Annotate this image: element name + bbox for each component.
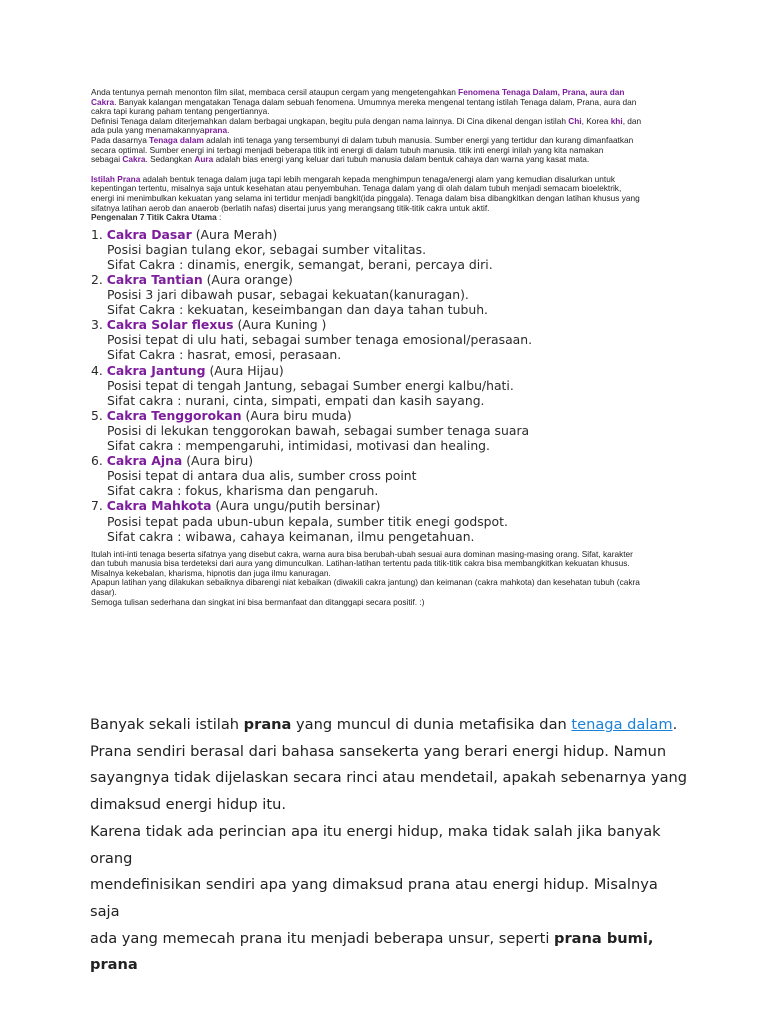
bold-term: prana [243, 716, 292, 733]
highlighted-term: Fenomena Tenaga Dalam, Prana, aura dan [458, 87, 625, 97]
cakra-sifat: Sifat cakra : mempengaruhi, intimidasi, motivasi dan healing. [107, 438, 490, 454]
cakra-number: 5. [91, 407, 103, 423]
closing-block [91, 550, 681, 608]
text-run: Pada dasarnya [91, 134, 150, 145]
cakra-aura: (Aura biru muda) [241, 407, 352, 423]
text-run: sebagai [91, 154, 123, 165]
text-run: Misalnya kekebalan, kharisma, hipnotis dan juga ilmu kanuragan. [91, 567, 331, 578]
cakra-number: 1. [91, 226, 103, 242]
text-run: . Sedangkan [145, 154, 195, 165]
cakra-title-line [91, 363, 681, 378]
cakra-sifat: Sifat Cakra : hasrat, emosi, perasaan. [107, 347, 342, 363]
text-run: dasar). [91, 587, 117, 598]
text-run: Banyak sekali istilah [90, 716, 244, 733]
intro-paragraph [91, 117, 681, 136]
highlighted-term: Cakra [122, 154, 146, 165]
cakra-posisi: Posisi tepat di ulu hati, sebagai sumber tenaga emosional/perasaan. [107, 332, 533, 348]
cakra-sifat: Sifat cakra : nurani, cinta, simpati, empati dan kasih sayang. [107, 392, 485, 408]
text-run: . [672, 716, 678, 733]
article-paragraph [90, 819, 690, 979]
highlighted-term: Cakra [91, 96, 115, 107]
text-run: dan tubuh manusia bisa terdeteksi dari aura yang dimunculkan. Latihan-latihan tertentu pada titik-titik cakra bisa membangkitkan kekuatan khusus. [91, 558, 630, 569]
cakra-posisi: Posisi tepat di antara dua alis, sumber cross point [107, 468, 417, 484]
cakra-sifat: Sifat Cakra : kekuatan, keseimbangan dan daya tahan tubuh. [107, 302, 488, 318]
cakra-subheading [91, 213, 681, 223]
cakra-aura: (Aura biru) [182, 453, 254, 469]
cakra-item [91, 317, 681, 362]
text-run: Anda tentunya pernah menonton film silat, membaca cersil ataupun cergam yang mengetengahkan [91, 87, 459, 97]
cakra-aura: (Aura Hijau) [205, 362, 284, 378]
article-paragraph [90, 712, 690, 819]
cakra-name: Cakra Dasar [106, 226, 192, 242]
intro-block [91, 88, 681, 213]
highlighted-term: Aura [194, 154, 214, 165]
cakra-item [91, 272, 681, 317]
cakra-item [91, 227, 681, 272]
text-run: sifatnya latihan aerob dan anaerob (berlatih nafas) disertai jurus yang merangsang titik-titik cakra untuk aktif. [91, 202, 490, 213]
text-run: adalah bentuk tenaga dalam juga tapi lebih mengarah kepada menghimpun tenaga/energi alam yang kemudian disalurkan untuk [140, 173, 615, 184]
highlighted-term: Istilah Prana [91, 173, 141, 184]
cakra-title-line [91, 272, 681, 287]
highlighted-term: prana [204, 125, 228, 136]
closing-paragraph [91, 598, 681, 608]
text-run: sayangnya tidak dijelaskan secara rinci atau mendetail, apakah sebenarnya yang [90, 769, 688, 787]
cakra-posisi: Posisi 3 jari dibawah pusar, sebagai kekuatan(kanuragan). [107, 287, 469, 303]
cakra-sifat: Sifat cakra : wibawa, cahaya keimanan, ilmu pengetahuan. [107, 528, 475, 544]
cakra-name: Cakra Ajna [106, 453, 183, 469]
intro-paragraph [91, 136, 681, 165]
cakra-posisi: Posisi bagian tulang ekor, sebagai sumber vitalitas. [107, 241, 427, 257]
cakra-name: Cakra Tenggorokan [106, 407, 242, 423]
text-run: ada pula yang menamakannya [91, 125, 205, 136]
cakra-name: Cakra Solar flexus [106, 317, 234, 333]
cakra-item [91, 453, 681, 498]
text-run: adalah bias energi yang keluar dari tubuh manusia dalam bentuk cahaya dan warna yang kasat mata. [213, 154, 590, 165]
text-run: adalah inti tenaga yang tersembunyi di dalam tubuh manusia. Sumber energi yang tertidur dan kurang dimanfaatkan [203, 134, 634, 145]
cakra-posisi: Posisi di lekukan tenggorokan bawah, sebagai sumber tenaga suara [107, 422, 530, 438]
cakra-title-line [91, 498, 681, 513]
text-run: mendefinisikan sendiri apa yang dimaksud prana atau energi hidup. Misalnya saja [90, 876, 658, 920]
text-run: ada yang memecah prana itu menjadi beberapa unsur, seperti [90, 929, 555, 947]
intro-paragraph [91, 88, 681, 117]
cakra-posisi: Posisi tepat pada ubun-ubun kepala, sumber titik enegi godspot. [107, 513, 508, 529]
cakra-number: 2. [91, 272, 103, 287]
text-run: kepentingan tertentu, misalnya saja untuk kesehatan atau penyembuhan. Tenaga dalam yang di olah dalam tubuh menjadi semacam bioelektrik, [91, 183, 622, 194]
cakra-title-line [91, 453, 681, 468]
text-run: . [227, 125, 230, 136]
text-run: Semoga tulisan sederhana dan singkat ini bisa bermanfaat dan ditanggapi secara positif. :) [91, 596, 425, 607]
cakra-item [91, 363, 681, 408]
text-run: secara optimal. Sumber energi ini terbagi menjadi beberapa titik inti energi di dalam tubuh manusia. titik inti energi inilah yang kita namakan [91, 144, 604, 155]
cakra-subheading-text: Pengenalan 7 Titik Cakra Utama [91, 212, 217, 223]
text-run: Definisi Tenaga dalam diterjemahkan dalam berbagai ungkapan, begitu pula dengan nama lainnya. Di Cina dikenal dengan istilah [91, 115, 569, 126]
highlighted-term: Tenaga dalam [149, 134, 204, 145]
text-run: . Banyak kalangan mengatakan Tenaga dalam sebuah fenomena. Umumnya mereka mengenal tentang istilah Tenaga dalam, Prana, aura dan [114, 96, 637, 107]
text-run: Itulah inti-inti tenaga beserta sifatnya yang disebut cakra, warna aura bisa berubah-ubah sesuai aura dominan masing-masing orang. Sifat, karakter [91, 548, 633, 559]
text-run: Apapun latihan yang dilakukan sebaiknya dibarengi niat kebaikan (diwakili cakra jantung) dan keimanan (cakra mahkota) dan kesehatan tubuh (cakra [91, 577, 640, 588]
cakra-number: 6. [91, 453, 103, 469]
bold-term: prana bumi, prana [90, 929, 654, 974]
cakra-item [91, 498, 681, 543]
cakra-number: 7. [91, 498, 103, 514]
document-section-cakra [91, 88, 681, 607]
cakra-item [91, 408, 681, 453]
text-run: energi ini menimbulkan kekuatan yang selama ini tertidur menjadi bangkit(ida pinggala). Tenaga dalam bisa dibangkitkan dengan latihan khusus yang [91, 192, 640, 203]
cakra-name: Cakra Jantung [106, 362, 206, 378]
highlighted-term: Chi [568, 115, 582, 126]
cakra-title-line [91, 227, 681, 242]
text-run: Karena tidak ada perincian apa itu energi hidup, maka tidak salah jika banyak orang [90, 822, 661, 867]
cakra-sifat: Sifat Cakra : dinamis, energik, semangat, berani, percaya diri. [107, 256, 493, 272]
cakra-posisi: Posisi tepat di tengah Jantung, sebagai Sumber energi kalbu/hati. [107, 377, 514, 393]
cakra-aura: (Aura Merah) [191, 226, 278, 242]
cakra-title-line [91, 408, 681, 423]
cakra-aura: (Aura ungu/putih bersinar) [211, 498, 381, 514]
cakra-title-line [91, 317, 681, 332]
cakra-number: 4. [91, 362, 103, 378]
article-section-prana [90, 712, 690, 979]
cakra-name: Cakra Tantian [106, 272, 203, 287]
cakra-subheading-colon: : [216, 212, 222, 223]
cakra-number: 3. [91, 317, 103, 333]
closing-paragraph [91, 550, 681, 579]
cakra-aura: (Aura Kuning ) [233, 317, 327, 333]
cakra-name: Cakra Mahkota [106, 498, 212, 514]
text-run: cakra tapi kurang paham tentang pengertiannya. [91, 106, 270, 117]
cakra-sifat: Sifat cakra : fokus, kharisma dan pengaruh. [107, 483, 379, 499]
text-run: , dan [622, 115, 642, 126]
cakra-aura: (Aura orange) [202, 272, 293, 287]
intro-paragraph [91, 175, 681, 213]
text-run: dimaksud energi hidup itu. [90, 796, 286, 814]
text-run: Prana sendiri berasal dari bahasa sansekerta yang berari energi hidup. Namun [90, 742, 667, 760]
cakra-list [91, 227, 681, 544]
text-run: , Korea [581, 115, 611, 126]
closing-paragraph [91, 578, 681, 597]
highlighted-term: khi [610, 115, 623, 126]
text-run: yang muncul di dunia metafisika dan [291, 716, 572, 733]
tenaga-dalam-link[interactable]: tenaga dalam [571, 716, 673, 733]
